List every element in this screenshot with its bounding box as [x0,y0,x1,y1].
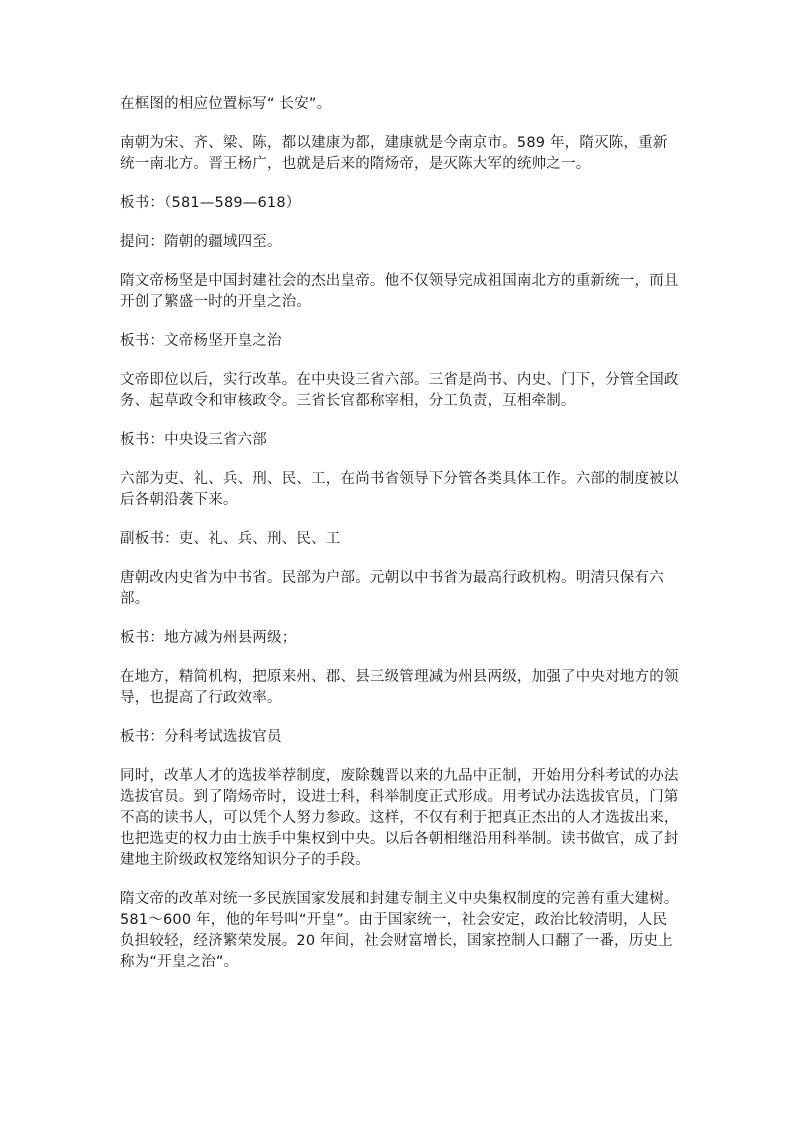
paragraph-instruction-changan: 在框图的相应位置标写“ 长安”。 [120,96,332,112]
paragraph-yang-jian: 隋文帝杨坚是中国封建社会的杰出皇帝。他不仅领导完成祖国南北方的重新统一，而且开创了繁盛一时的开皇之治。 [120,273,679,310]
paragraph-tang-changes: 唐朝改内史省为中书省。民部为户部。元朝以中书省为最高行政机构。明清只保有六部。 [120,570,664,607]
paragraph-kaihuang-summary: 隋文帝的改革对统一多民族国家发展和封建专制主义中央集权制度的完善有重大建树。581～600 年，他的年号叫“开皇”。由于国家统一，社会安定，政治比较清明，人民负担较轻，经济繁荣发展。20 年间，社会财富增长，国家控制人口翻了一番，历史上称为“开皇之治”。 [120,891,679,970]
board-note-three-departments: 板书：中央设三省六部 [120,432,267,448]
sub-board-note-six-ministries: 副板书：吏、礼、兵、刑、民、工 [120,531,341,547]
paragraph-local-administration: 在地方，精简机构，把原来州、郡、县三级管理减为州县两级，加强了中央对地方的领导，也提高了行政效率。 [120,669,679,706]
paragraph-imperial-exams: 同时，改革人才的选拔举荐制度，废除魏晋以来的九品中正制，开始用分科考试的办法选拔官员。到了隋炀帝时，设进士科，科举制度正式形成。用考试办法选拔官员，门第不高的读书人，可以凭个人努力参政。这样，不仅有利于把真正杰出的人才选拔出来，也把选吏的权力由士族手中集权到中央。以后各朝相继沿用科举制。读书做官，成了封建地主阶级政权笼络知识分子的手段。 [120,768,679,868]
board-note-local-levels: 板书：地方减为州县两级； [120,630,297,646]
document-body [120,94,680,991]
board-note-kaihuang: 板书：文帝杨坚开皇之治 [120,333,282,349]
paragraph-southern-dynasties: 南朝为宋、齐、梁、陈，都以建康为都，建康就是今南京市。589 年，隋灭陈，重新统一南北方。晋王杨广，也就是后来的隋炀帝，是灭陈大军的统帅之一。 [120,135,668,172]
paragraph-reform-three-departments: 文帝即位以后，实行改革。在中央设三省六部。三省是尚书、内史、门下，分管全国政务、起草政令和审核政令。三省长官都称宰相，分工负责，互相牵制。 [120,372,679,409]
paragraph-six-ministries: 六部为吏、礼、兵、刑、民、工，在尚书省领导下分管各类具体工作。六部的制度被以后各朝沿袭下来。 [120,471,679,508]
board-note-dates: 板书：（581—589—618） [120,195,301,211]
question-territory: 提问：隋朝的疆域四至。 [120,234,282,250]
board-note-exams: 板书：分科考试选拔官员 [120,729,282,745]
